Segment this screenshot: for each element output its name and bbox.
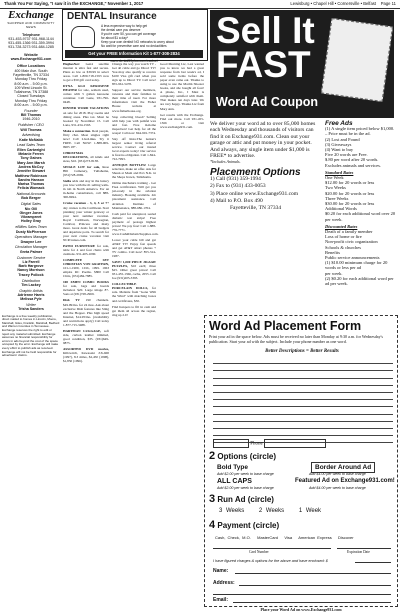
staff-name: Jennifer Stewart <box>17 169 45 174</box>
bold-type-note: Add $2.00 per week to base charge <box>217 472 274 476</box>
rate-line: (3) Giveaways <box>325 141 352 147</box>
classified-ad-heading: SAVE! 1,000 PIECE JIGSAW PUZZLES, <box>112 260 156 269</box>
staff-name: Marisa Thomas <box>17 182 45 187</box>
staff-title: Customer Service <box>16 255 46 260</box>
ad-text-line[interactable] <box>213 393 393 400</box>
amount-enclosed-field[interactable] <box>355 562 391 563</box>
rate-line: $30.00 for 20 words or less <box>325 201 375 207</box>
sell-it-intro-block <box>210 121 322 212</box>
staff-name: Nic Gill <box>24 206 38 211</box>
classified-ad-body: Online mechanics training - Get FAA certification. Will get you job-ready in the aviation industry. Housing available. Job placement assistance. Call Aviation Institute of Maintenance, 888-686-1704. <box>112 181 156 210</box>
classified-ad-heading: Cruise vacation - 3, 4, 5 or 7+ <box>63 201 109 206</box>
rate-line: (4) Want to buy <box>325 147 354 153</box>
staff-name: Matthew Robinson <box>15 173 47 178</box>
classified-ad-heading: HARTMAN LUGGAGE, <box>63 328 102 333</box>
classified-ad-heading: COLLECTIBLE PORCELAIN DOLLS, <box>112 282 149 291</box>
office-line: 109 West Lincoln St. <box>14 85 48 90</box>
rate-line: $12.00 for 20 words or less <box>325 180 375 186</box>
classified-ad-body: Stay off Insta.The nation's largest senior living referral service. Contact our trusted local experts today! Our service is free/no obligation. Call 1-844-722-7993. <box>112 136 156 162</box>
office-line: Monday Thru Friday <box>14 98 48 103</box>
name-label: Name: <box>213 568 229 574</box>
staff-title: Graphic Artists <box>19 288 43 293</box>
staff-title: National Accounts <box>16 192 46 197</box>
classified-ad-body: for sale, table for 4 and four chairs with cushions. 931-405-1090. <box>63 243 109 257</box>
free-ads-title: Free Ads <box>325 120 353 127</box>
rate-line: One Week <box>325 175 344 181</box>
featured-ad-note: Add $4.00 per week to base charge <box>309 486 366 490</box>
ad-text-line[interactable] <box>213 357 393 364</box>
classified-ad <box>160 62 204 111</box>
run-ad-label: Run Ad (circle) <box>217 495 274 504</box>
staff-name: Will Thomas <box>20 127 42 132</box>
dental-bullet: A less expensive way to help get <box>101 24 148 28</box>
placement-option: 4) Mail to P.O. Box 490 <box>210 197 263 204</box>
staff-name: Trisha Sanders <box>18 307 44 312</box>
card-number-field[interactable] <box>213 548 331 549</box>
phone-number-field[interactable] <box>264 439 326 448</box>
word-ad-coupon-label: Word Ad Coupon <box>216 95 334 109</box>
classified-ad <box>63 280 109 296</box>
rate-line: (1) A single item priced below $1,000. <box>325 126 395 132</box>
classified-ad-body: 190 channels. $49.99/mo. for 24 mos. Ask about exclusive Dish features like Sling and the Hopper. Plus high speed Internet, $14.95/mo. (availability and restrictions apply) Call today 1-877-715-3488. <box>63 298 109 327</box>
page-number: Page 11 <box>380 1 396 6</box>
staff-name: Nancy Morrison <box>17 268 45 273</box>
classified-ad <box>63 201 109 241</box>
coupon-ticket-graphic <box>321 18 393 102</box>
form-intro: Print your ad in the space below. Ads must be received no later than Monday at 9:30 a.m. for Wednesday's publication. Start your ad with the subject. Include your phone number as one word. <box>209 334 384 344</box>
classified-ad <box>160 113 204 129</box>
phone-row <box>213 439 326 448</box>
rate-line: $0.20 for each additional word over 20 per week. <box>325 211 396 222</box>
name-field[interactable] <box>235 573 391 574</box>
classified-ad-body: Find hotspots to fill in cash and get them all across the region, ring up 2.0! <box>112 304 156 317</box>
classified-ad <box>63 179 109 199</box>
bold-type-option[interactable]: Bold Type <box>217 464 248 471</box>
dental-insurance-ad <box>62 9 208 61</box>
placement-option: 2) Fax to (931) 433-0053 <box>210 183 266 190</box>
classified-ad-heading: DINNER WORD VACATIONS <box>63 106 109 111</box>
classified-ad-body: day cruises to the Caribbean. Start planning your winter getaway or your next summer vacation. Royal Caribbean, Norwegian, Carnival, Princess and many more. Great deals for all budgets and departure ports. To search for your next cruise vacation visit NCPcruises.com. <box>63 205 109 242</box>
ad-text-line[interactable] <box>213 422 393 429</box>
featured-ad-option[interactable]: Featured Ad on Exchange931.com! <box>295 478 395 484</box>
rate-line: Non-profit civic organization <box>325 239 378 245</box>
classified-ad <box>63 106 109 126</box>
staff-name: Adrienne Harris <box>17 292 45 297</box>
border-note: Add $4.00 per week to base charge <box>309 472 366 476</box>
classified-ad <box>63 129 109 149</box>
rate-line: Death of a family member <box>325 229 373 235</box>
rate-line: Loss of home or fire <box>325 234 362 240</box>
run-3-weeks-option[interactable]: 3 Weeks <box>219 508 245 514</box>
all-caps-note: Add $2.00 per week to base charge <box>217 486 274 490</box>
standard-rates-list <box>325 175 397 222</box>
classified-ad <box>112 62 156 86</box>
classified-ad <box>112 282 156 302</box>
all-caps-option[interactable]: ALL CAPS <box>217 478 252 485</box>
website-label: Website <box>24 52 38 57</box>
ad-text-line[interactable] <box>213 429 393 436</box>
website-link[interactable]: www.Exchange931.com <box>10 57 52 62</box>
classified-ad-body: $10 each; three $25. Other great prices! Call 931-455-1366, cache, 2055. Call Joe (931)205-3393. <box>112 264 156 281</box>
classified-ad-body: Cash paid for unexpired, sealed diabetic test strips! Free payment of postage highest prices! We pay free! Call 1-888-776-7771. www.Cash4DiabeticSupplies.com. <box>112 211 159 236</box>
expiration-date-field[interactable] <box>337 548 391 549</box>
discounted-rates-list <box>325 229 397 286</box>
header-right <box>290 1 396 6</box>
office-line: Tullahoma, TN 37388 <box>13 90 49 95</box>
tooth-icon <box>71 26 95 48</box>
options-label: Options (circle) <box>217 452 277 461</box>
ad-text-line[interactable] <box>213 386 393 393</box>
classified-ad <box>63 165 109 177</box>
phone-label: Phone <box>250 441 263 447</box>
staff-name: Tony Gaines <box>20 156 42 161</box>
dental-ad-info: Get your FREE Information Kit 1-877-308-2834 <box>88 51 180 56</box>
classified-ad-body: Rose Hill Cemetery, Tullahoma, (931)728-2969. <box>63 165 109 178</box>
exchange-logo: Exchange <box>8 9 54 21</box>
classified-ad <box>63 151 109 163</box>
office-line: Fayetteville, TN 37334 <box>13 72 49 77</box>
standard-rates-title: Standard Rates <box>325 169 354 175</box>
dental-bullet: If you're over 50, you can get coverage <box>101 32 157 36</box>
classified-ad-body: all kinds and sizes, $10. (931)273-8138. <box>63 154 109 164</box>
page-header <box>0 0 400 9</box>
classified-ad <box>112 163 156 179</box>
rate-line: Two Weeks <box>325 185 346 191</box>
classified-ad-heading: HughesNet: <box>63 62 80 66</box>
rate-line: (2) $0.20 for each additional word per ad per week. <box>325 275 394 287</box>
staff-title: Writer <box>26 303 36 308</box>
classified-ad-body: Gen4 satellite internet is ultra fast and secure. Plans as low as $39.99 in select areas. Call 1-800-718-1593 now to get a $50 gift card today. <box>63 62 109 83</box>
email-label: Email: <box>213 597 229 603</box>
discounted-rates-title: Discounted Rates <box>325 223 358 229</box>
dental-ad-url[interactable]: www.dental50plus.com/cadnet <box>110 59 158 63</box>
staff-title: eBillies Sales Team <box>15 225 47 230</box>
classified-ad-body: Real people, flirty chat. Meet singles right now! Call LiveLinks. Try it FREE. Call NOW: 1-888-909-9905 18+. <box>63 128 109 149</box>
classified-ad-body: Change the way you watch TV - Get all cable and go Direct TV! You may also qualify to receive $100 Visa gift card when you sign up to Direct TV. Call now! 855-961-5478. <box>112 62 156 87</box>
staff-note: 1946-2010 <box>22 117 40 122</box>
classifieds-column-2 <box>112 62 159 319</box>
classified-ad-body: adds and stay in the luxury you love with the #1 selling walk-in tub in North America. For an in-home consultation, call 888-300-8494. <box>63 179 109 200</box>
classified-ad-body: Good Morning Liz, Last wanted you to know we had a great response from last week's ad, I sold some items before the paper even came out. Thanks to using to use the Marlin Shooter books, and she bought all four! A phone, Inc., I Mast is completely satisfied with them. That makes ten days later. We are very happy. Thanks Liz from Mary Ann. <box>160 62 204 111</box>
staff-name: Katie McNabb <box>19 137 43 142</box>
staff-name: Ginger Jones <box>19 210 43 215</box>
classified-ad-heading: SINGLE LOT for sale, <box>63 165 100 170</box>
classified-ad <box>63 62 109 82</box>
phone-line: 931-728-3273 931-684-1285 <box>8 45 54 50</box>
classified-ad-body: Lower your cable bill and get AT&T TV! Enjoy fast speeds and get AT&T smart phones + TV combo. Call now! 855-314-1987. <box>112 237 156 259</box>
payment-options <box>215 535 395 540</box>
staff-title: Founder <box>24 108 38 113</box>
address-label: Address: <box>213 580 235 586</box>
better-descriptions-tagline: Better Descriptions = Better Results <box>265 349 339 354</box>
staff-name: Mary Ann Marsh <box>17 160 45 165</box>
classified-ad <box>112 137 156 161</box>
placement-option: 1) Call (931) 359-1994 <box>210 176 261 183</box>
office-line: Closed Tuesdays <box>17 94 45 99</box>
classified-ad-heading: ASSORTED DVD movies, <box>63 347 109 351</box>
staff-name: Ellen Cartwright <box>17 147 45 152</box>
rate-line: Additional Words <box>325 206 357 212</box>
rate-line: Public service announcements <box>325 255 380 261</box>
word-ad-placement-form <box>204 315 398 607</box>
payment-cash-option[interactable]: Cash, Check, M.O. <box>215 535 251 540</box>
classified-ad-body: for sale. Melanie from "Gone With the Wind" with matching boxes and certificates, $30. <box>112 286 156 303</box>
expiration-date-label: Expiration Date <box>347 550 370 554</box>
rate-line: per week. <box>325 270 343 276</box>
classified-ad-body: Killswitch, Kawasaki ZX-600 (1997), 8.3 miles, $2,450 (1998), $1,850 (1996). <box>63 351 109 364</box>
staff-title: Publisher / CEO <box>18 123 44 128</box>
staff-name: Bill Thomas <box>20 113 42 118</box>
classified-ad-body: Get results with the Exchange. Find out more. Call 931-455-1366 or visit www.exchange931.com. <box>160 112 204 129</box>
ad-text-line[interactable] <box>213 364 393 371</box>
rate-line: Three Weeks <box>325 195 349 201</box>
office-label: Office Locations <box>16 64 46 69</box>
staff-title: Digital Sales <box>21 202 41 207</box>
classified-ad-heading: Make a connection. <box>63 128 92 133</box>
classified-ad-heading: Dish TV <box>63 298 80 303</box>
classified-ad <box>63 258 109 278</box>
payment-label: Payment (circle) <box>217 521 280 530</box>
staff-name: Liz Farrell <box>22 259 40 264</box>
run-1-week-option[interactable]: 1 Week <box>298 508 322 514</box>
form-title: Word Ad Placement Form <box>209 319 362 333</box>
step-3-run-ad: 3 Run Ad (circle) <box>209 493 274 505</box>
address-field[interactable] <box>239 585 391 586</box>
staff-name: Dwayne Lee <box>20 239 42 244</box>
rate-line: Excludes animals and services. <box>325 162 381 168</box>
classified-ad <box>63 84 109 104</box>
sell-it-intro: We deliver your word ad to over 85,000 homes each Wednesday and thousands of visitors can find it on Exchange931.com. Clean out your garage or attic and put money in your pocket. And always, any single item under $1,000 is FREE* to advertise. <box>210 121 316 160</box>
classified-ad <box>112 115 156 135</box>
placement-option: 3) Place online www.Exchange931.com <box>210 190 299 197</box>
phone-area-code-field[interactable] <box>213 439 249 448</box>
sell-it-fine-print: *Includes Animals. <box>210 159 241 165</box>
office-line: Monday Thru Friday <box>14 77 48 82</box>
ad-text-line[interactable] <box>213 415 393 422</box>
office-list <box>2 69 60 108</box>
logo-subtitle: SHOPPER AND COMMUNITY NEWS <box>7 21 55 30</box>
border-around-ad-option[interactable]: Border Around Ad <box>311 462 375 473</box>
run-2-weeks-option[interactable]: 2 Weeks <box>258 508 285 514</box>
step-4-payment: 4 Payment (circle) <box>209 519 280 531</box>
sell-it-fast-banner <box>210 10 394 118</box>
placement-options-list <box>210 176 322 212</box>
email-field[interactable] <box>233 602 391 603</box>
phone-line: 931-453-9737 931-968-1144 <box>8 36 54 41</box>
classified-ad-body: for sale, bags and boards included. $20. Large image 8+. Sons at (931)728-2969. <box>63 284 109 297</box>
classified-ad-heading: CHRISTMAS DECORATIONS, <box>63 150 89 159</box>
classifieds-column-1 <box>63 62 109 365</box>
classified-ad <box>63 347 109 363</box>
staff-name: Andrea McCoy <box>18 164 44 169</box>
free-ads-list <box>325 126 397 168</box>
classified-ad <box>112 181 156 209</box>
fine-print: Exchange is a free weekly publication, direct mailed to homes in Lincoln, Moore, Marshall, Giles, Franklin, Marshall, Bedford and Warren Counties in Tennessee. Exchange reserves the right to edit or reject any material submitted. Exchange assumes no financial responsibility for errors in ads beyond the cost of the space occupied by the error. Exchange will make every effort to publish ads as received. Exchange will not be held responsible for advertisers' claims. <box>2 313 60 358</box>
footer-note: Place your Word Ad on www.Exchange931.com <box>260 607 342 612</box>
classified-ad <box>112 305 156 317</box>
rate-line: Schools & churches <box>325 244 361 250</box>
dental-bullet: No wait for preventive care and no deductibles <box>101 44 167 48</box>
staff-list <box>2 109 60 312</box>
sell-it-fast-headline: Sell It FAST <box>216 10 315 85</box>
rate-line: Five 20 words are Free. <box>325 152 368 158</box>
dental-bullet: the dental care you deserve <box>101 28 141 32</box>
charges-agreement: I have figured charges & options for the above and have enclosed: $ <box>213 559 328 563</box>
placement-option: Fayetteville, TN 37334 <box>230 205 282 212</box>
ad-text-line[interactable] <box>213 379 393 386</box>
staff-title: Distribution <box>22 278 40 283</box>
office-line: 8:00 a.m. - 5:00 p.m. <box>14 81 48 86</box>
rates-box <box>325 121 397 286</box>
rate-line: $20.00 for 20 words or less <box>325 190 375 196</box>
rate-line: $.80 per word after 20 words. <box>325 157 379 163</box>
classified-ad-body: Stop collecting blood? Selling with help you with painful wax and fast. Free in-home inspection! Get help for all the wasps! Call now: 844-901-7374. <box>112 114 156 135</box>
rate-line: (1) $10.00 minimum charge for 20 words or less per ad <box>325 260 388 271</box>
run-weeks-options <box>219 508 321 514</box>
staff-name: Greta Palmer <box>19 249 43 254</box>
rate-line: – Price must be in the ad. <box>325 131 371 137</box>
classified-ad-heading: COMPLETE SET CHRISTIAN VON GRAVERN, <box>63 258 109 267</box>
classified-ad-body: 101-1-1909, 101b, 1099. 1963 empire RC Poems. $800 Call Chris, (931)484-7885. <box>63 266 109 279</box>
staff-name: Sandra Hanson <box>17 177 45 182</box>
classified-ad-heading: DYNA GLO KEROSENE HEATER <box>63 84 109 93</box>
classified-ad <box>112 238 156 258</box>
staff-name: Barb Hargrove <box>18 264 44 269</box>
classified-ad-body: on sale for 2018. Play rooms and dining areas. Plus tax. Must be booked by November 15. Call Lana, 931-434-1563. <box>63 110 109 127</box>
classified-ad-body: Support our service members, veterans and their families in their time of need. For more information visit the Fisher House website at www.fisherhouse.org. <box>112 88 156 113</box>
header-tagline: Thank You For Saying, "I saw it in the EXCHANGE," November 1, 2017 <box>4 1 144 6</box>
ad-text-entry-grid[interactable] <box>213 357 393 435</box>
header-publication-list: Lewisburg • Chapel Hill • Cornersville • Belfast <box>290 1 377 6</box>
staff-name: Tim Lackey <box>21 282 41 287</box>
ad-text-line[interactable] <box>213 407 393 414</box>
office-line: 8:00 a.m. - 5:00 p.m. <box>14 103 48 108</box>
classified-ad-heading: PATIO FURNITURE <box>63 243 95 248</box>
dental-ad-phone <box>65 50 203 58</box>
address-line-2-field[interactable] <box>213 594 391 595</box>
staff-title: Advertising <box>22 133 40 138</box>
payment-discover-option[interactable]: Discover <box>338 535 354 540</box>
dental-bullet: Keep your own dentist! NO networks to worry about <box>101 40 174 44</box>
staff-name: Dusty McPherson <box>15 229 47 234</box>
classified-ad-body: soft side, carbon leather trimmed, good condition, $35. (931)649-9875. <box>63 328 109 345</box>
staff-name: Melanie Ferren <box>18 152 44 157</box>
dental-bullet: for about $1 a day* <box>101 36 128 40</box>
staff-title: Lead Sales Team <box>17 143 45 148</box>
ad-text-line[interactable] <box>213 400 393 407</box>
card-number-label: Card Number <box>249 550 269 554</box>
classified-ad-body: for sale, seldom used, comes with 5 gallon kerosene container. Call Gene, 931-796-0448. <box>63 88 109 105</box>
classifieds-column-3 <box>160 62 204 131</box>
payment-amex-option[interactable]: American Express <box>298 535 332 540</box>
dental-ad-title: DENTAL Insurance <box>67 11 157 22</box>
ad-text-line[interactable] <box>213 371 393 378</box>
step-2-options: 2 Options (circle) <box>209 450 277 462</box>
classified-ad-heading: 100 XMEN COMIC BOOKS <box>63 280 109 285</box>
classified-ad <box>112 88 156 112</box>
payment-mastercard-option[interactable]: MasterCard <box>257 535 279 540</box>
classified-ad <box>112 211 159 236</box>
classified-ad <box>63 244 109 256</box>
payment-visa-option[interactable]: Visa <box>284 535 293 540</box>
staff-name: Holley Gray <box>21 219 41 224</box>
staff-name: Vikrampreet <box>20 215 42 220</box>
staff-name: Bob Berger <box>21 196 41 201</box>
classified-ad-body: Large selection, make an offer. Ask for Shaun at Mom and Pa's N.K. in the Shops brown, Tullahoma. <box>112 163 156 180</box>
rate-line: Benefits <box>325 249 340 255</box>
classified-ad <box>63 298 109 326</box>
staff-title: Operations Manager <box>14 235 48 240</box>
staff-name: Melissa Pyle <box>20 297 42 302</box>
classified-ad-heading: Stella <box>63 179 71 184</box>
phone-line: 931-455-1366 931-359-3994 <box>8 41 54 46</box>
staff-title: Circulation Manager <box>14 245 48 250</box>
staff-name: Felicia Womack <box>17 186 45 191</box>
classified-ad <box>112 260 156 280</box>
staff-name: Tracey Pollock <box>18 272 44 277</box>
dental-ad-bullets <box>101 24 201 48</box>
rate-line: (2) Lost and Found <box>325 136 360 142</box>
masthead-column <box>2 9 60 609</box>
classified-ad <box>63 329 109 345</box>
telephone-label: Telephone <box>22 32 40 37</box>
placement-options-title: Placement Options <box>210 166 301 178</box>
classified-ad-heading: ANTIQUE BOTTLES! <box>112 163 147 168</box>
office-line: 400 Main Ave. South <box>14 68 48 73</box>
